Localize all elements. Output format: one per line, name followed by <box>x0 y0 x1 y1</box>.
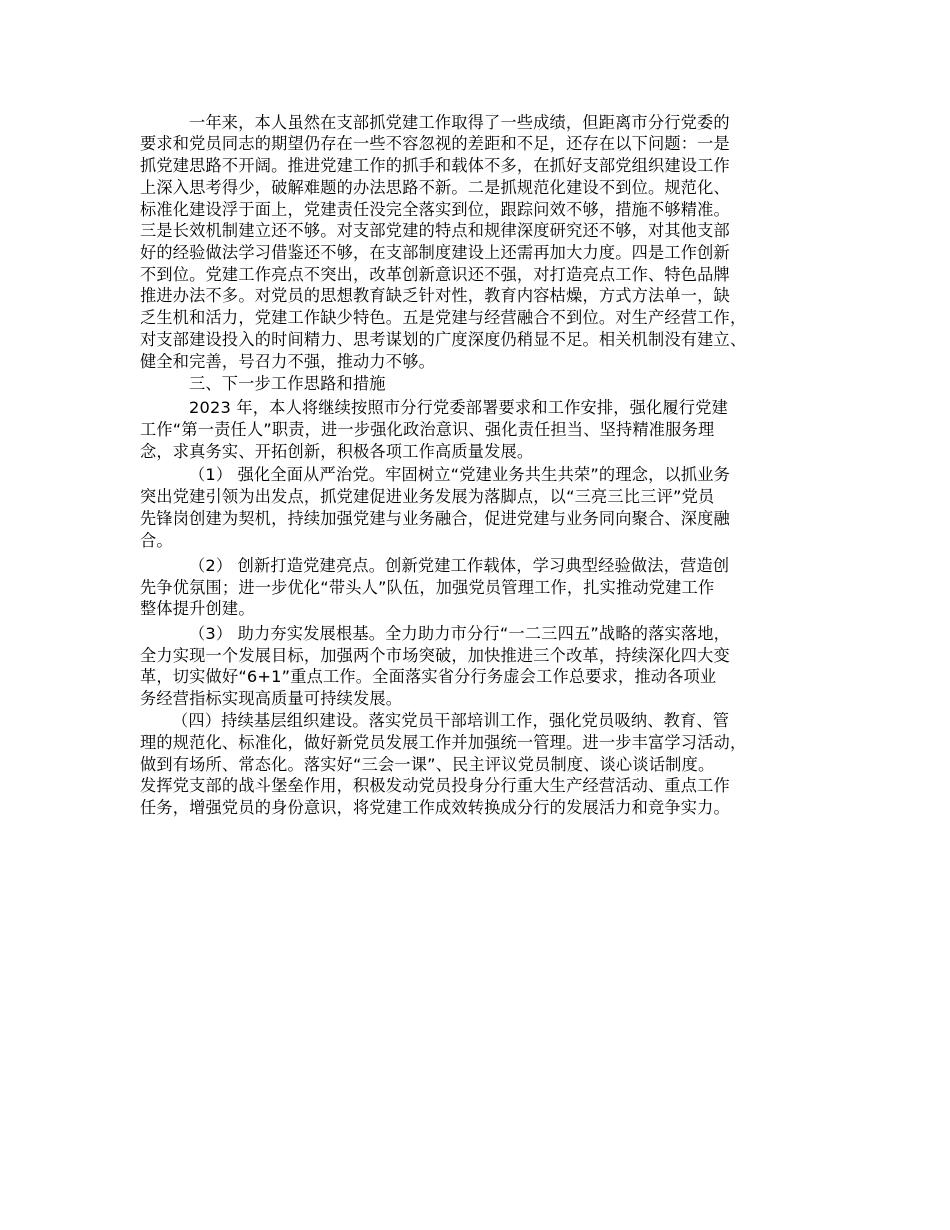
item-2-line-3: 整体提升创建。 <box>140 599 255 618</box>
item-3-line-4: 务经营指标实现高质量可持续发展。 <box>140 689 403 708</box>
paragraph-1-line-1: 一年来，本人虽然在支部抓党建工作取得了一些成绩，但距离市分行党委的 <box>189 113 730 132</box>
item-4-line-2: 理的规范化、标准化，做好新党员发展工作并加强统一管理。进一步丰富学习活动， <box>140 733 747 752</box>
item-3-line-2: 全力实现一个发展目标，加强两个市场突破，加快推进三个改革，持续深化四大变 <box>140 646 730 665</box>
item-1-line-4: 合。 <box>140 531 173 550</box>
item-1-line-2: 突出党建引领为出发点，抓党建促进业务发展为落脚点，以“三亮三比三评”党员 <box>140 487 715 506</box>
paragraph-3-line-1: 2023 年，本人将继续按照市分行党委部署要求和工作安排，强化履行党建 <box>189 398 728 417</box>
item-2-line-1: （2） 创新打造党建亮点。创新党建工作载体，学习典型经验做法，营造创 <box>189 556 730 575</box>
item-4-line-1: （四）持续基层组织建设。落实党员干部培训工作，强化党员吸纳、教育、管 <box>172 711 730 730</box>
paragraph-1-line-4: 上深入思考得少，破解难题的办法思路不新。二是抓规范化建设不到位。规范化、 <box>140 178 730 197</box>
paragraph-1-line-11: 对支部建设投入的时间精力、思考谋划的广度深度仍稍显不足。相关机制没有建立、 <box>140 330 747 349</box>
paragraph-1-line-12: 健全和完善，号召力不强，推动力不够。 <box>140 352 435 371</box>
item-1-line-3: 先锋岗创建为契机，持续加强党建与业务融合，促进党建与业务同向聚合、深度融 <box>140 509 730 528</box>
paragraph-3-line-2: 工作“第一责任人”职责，进一步强化政治意识、强化责任担当、坚持精准服务理 <box>140 420 715 439</box>
item-2-line-2: 先争优氛围；进一步优化“带头人”队伍，加强党员管理工作，扎实推动党建工作 <box>140 578 715 597</box>
paragraph-1-line-5: 标准化建设浮于面上，党建责任没完全落实到位，跟踪问效不够，措施不够精准。 <box>140 200 730 219</box>
item-4-line-5: 任务，增强党员的身份意识，将党建工作成效转换成分行的发展活力和竞争实力。 <box>140 798 730 817</box>
paragraph-1-line-8: 不到位。党建工作亮点不突出，改革创新意识还不强，对打造亮点工作、特色品牌 <box>140 265 730 284</box>
paragraph-1-line-7: 好的经验做法学习借鉴还不够，在支部制度建设上还需再加大力度。四是工作创新 <box>140 243 730 262</box>
section-heading: 三、下一步工作思路和措施 <box>189 374 386 393</box>
paragraph-1-line-3: 抓党建思路不开阔。推进党建工作的抓手和载体不多，在抓好支部党组织建设工作 <box>140 156 730 175</box>
paragraph-1-line-6: 三是长效机制建立还不够。对支部党建的特点和规律深度研究还不够，对其他支部 <box>140 221 730 240</box>
item-1-line-1: （1） 强化全面从严治党。牢固树立“党建业务共生共荣”的理念，以抓业务 <box>189 465 731 484</box>
paragraph-3-line-3: 念，求真务实、开拓创新，积极各项工作高质量发展。 <box>140 442 534 461</box>
item-4-line-3: 做到有场所、常态化。落实好“三会一课”、民主评议党员制度、谈心谈话制度。 <box>140 755 715 774</box>
item-3-line-1: （3） 助力夯实发展根基。全力助力市分行“一二三四五”战略的落实落地， <box>189 624 731 643</box>
paragraph-1-line-2: 要求和党员同志的期望仍存在一些不容忽视的差距和不足，还存在以下问题：一是 <box>140 134 730 153</box>
item-3-line-3: 革，切实做好“6+1”重点工作。全面落实省分行务虚会工作总要求，推动各项业 <box>140 667 717 686</box>
item-4-line-4: 发挥党支部的战斗堡垒作用，积极发动党员投身分行重大生产经营活动、重点工作 <box>140 776 730 795</box>
paragraph-1-line-10: 乏生机和活力，党建工作缺少特色。五是党建与经营融合不到位。对生产经营工作， <box>140 308 747 327</box>
paragraph-1-line-9: 推进办法不多。对党员的思想教育缺乏针对性，教育内容枯燥，方式方法单一，缺 <box>140 286 730 305</box>
